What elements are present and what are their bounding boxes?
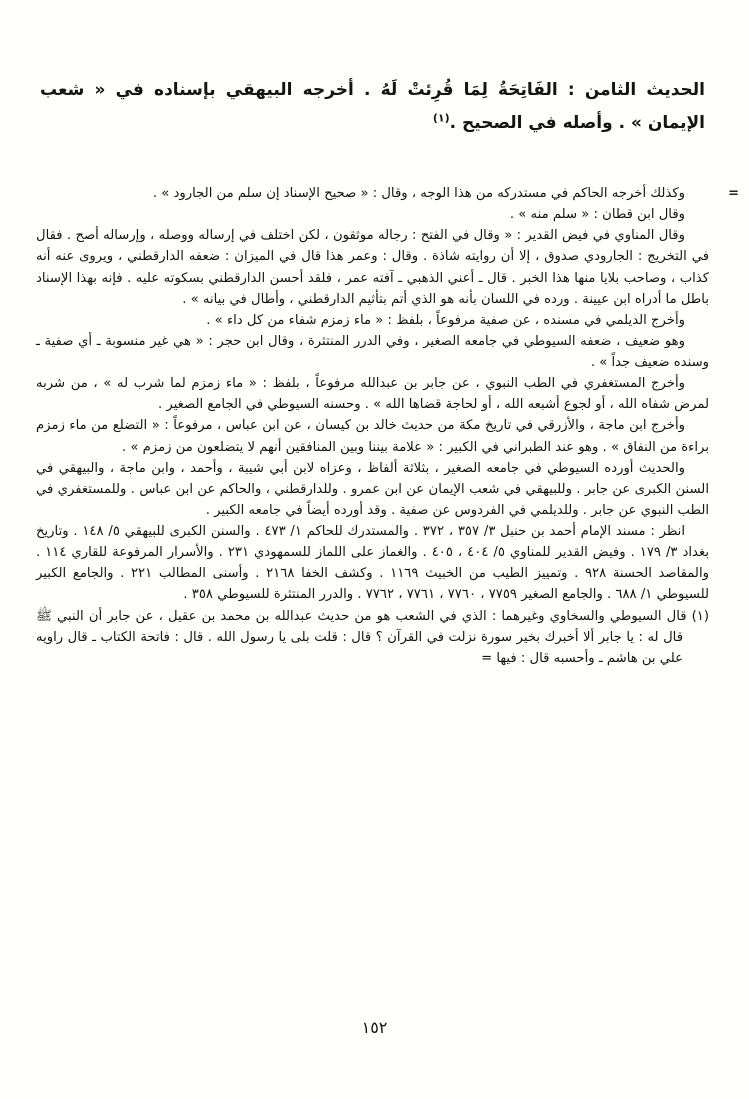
footnote-1-text: قال السيوطي والسخاوي وغيرهما : الذي في الشعب هو من حديث عبدالله بن محمد بن عقيل ، عن جابر أن النبي ﷺ قال له : يا جابر ألا أخبرك بخير سورة نزلت في القرآن ؟ قال : قلت بلى يا رسول الله . قال : فاتحة الكتاب ـ قال راويه علي بن هاشم ـ وأحسبه قال : فيها = <box>36 608 687 666</box>
footnote-1-marker: (١) <box>691 608 709 624</box>
footnote-paragraph: وقال المناوي في فيض القدير : « وقال في الفتح : رجاله موثقون ، لكن اختلف في إرساله ووصله ، وإرساله أصح . فقال في التخريج : الجارودي صدوق ، إلا أن روايته شاذة . وقال : وعمر هذا قال في الميزان : ضعفه الدارقطني ، ويروى عنه أنه كذاب ، وصاحب بلايا منها هذا الخبر . قال ـ أعني الذهبي ـ آفته عمر ، فلقد أحسن الدارقطني بسكوته عليه . فإنه بهذا الإسناد باطل ما أدراه ابن عيينة . ورده في اللسان بأنه هو الذي أتم بتأثيم الدارقطني ، وأطال في بيانه » . <box>36 228 709 307</box>
footnote-sources-paragraph: انظر : مسند الإمام أحمد بن حنبل ٣/ ٣٥٧ ، ٣٧٢ . والمستدرك للحاكم ١/ ٤٧٣ . والسنن الكبرى للبيهقي ٥/ ١٤٨ . وتاريخ بغداد ٣/ ١٧٩ . وفيض القدير للمناوي ٥/ ٤٠٤ ، ٤٠٥ . والغماز على اللماز للسمهودي ٢٣١ . والأسرار المرفوعة للقاري ١١٤ . والمقاصد الحسنة ٩٢٨ . وتمييز الطيب من الخبيث ١١٦٩ . وكشف الخفا ٢١٦٨ . وأسنى المطالب ٢٢١ . والجامع الكبير للسيوطي ١/ ٦٨٨ . والجامع الصغير ٧٧٥٩ ، ٧٧٦٠ ، ٧٧٦١ ، ٧٧٦٢ . والدرر المنتثرة للسيوطي ٣٥٨ . <box>36 524 709 603</box>
hadith-heading <box>40 74 705 140</box>
footnotes-block <box>36 183 709 669</box>
footnote-paragraph: وأخرج ابن ماجة ، والأزرقي في تاريخ مكة من حديث خالد بن كيسان ، عن ابن عباس ، مرفوعاً : « التضلع من ماء زمزم براءة من النفاق » . وهو عند الطبراني في الكبير : « علامة بيننا وبين المنافقين أنهم لا يتضلعون من زمزم » . <box>36 418 709 455</box>
page-number: ١٥٢ <box>361 1018 388 1037</box>
footnote-paragraph: وقال ابن قطان : « سلم منه » . <box>509 207 685 223</box>
footnote-paragraph: والحديث أورده السيوطي في جامعه الصغير ، بثلاثة ألفاظ ، وعزاه لابن أبي شيبة ، وأحمد ، وابن ماجة ، والبيهقي في السنن الكبرى عن جابر . وللبيهقي في شعب الإيمان عن ابن عمرو . وللدارقطني ، والحاكم عن ابن عباس . وللمستغفري في الطب النبوي عن جابر . وللديلمي في الفردوس عن صفية . وقد أورده أيضاً في جامعه الكبير . <box>36 460 709 518</box>
footnote-1 <box>36 606 709 669</box>
footnote-paragraph: وأخرج المستغفري في الطب النبوي ، عن جابر بن عبدالله مرفوعاً ، بلفظ : « ماء زمزم لما شرب له » ، من شربه لمرض شفاه الله ، أو لجوع أشبعه الله ، أو لحاجة قضاها الله » . وحسنه السيوطي في الجامع الصغير . <box>36 376 709 413</box>
footnote-paragraph: وأخرج الديلمي في مسنده ، عن صفية مرفوعاً ، بلفظ : « ماء زمزم شفاء من كل داء » . <box>206 312 685 328</box>
footnote-paragraph: وكذلك أخرجه الحاكم في مستدركه من هذا الوجه ، وقال : « صحيح الإسناد إن سلم من الجارود » . <box>152 186 685 201</box>
footnote-paragraph: وهو ضعيف ، ضعفه السيوطي في جامعه الصغير ، وفي الدرر المنتثرة ، وقال ابن حجر : « هي غير منسوبة ـ أي صفية ـ وسنده ضعيف جداً » . <box>36 333 709 370</box>
footnote-continuation-mark: = <box>728 186 739 201</box>
heading-footnote-ref: (١) <box>432 111 450 125</box>
hadith-heading-text: الحديث الثامن : الفَاتِحَةُ لِمَا قُرِئتْ لَهُ . أخرجه البيهقي بإسناده في « شعب الإيمان » . وأصله في الصحيح . <box>40 80 705 134</box>
